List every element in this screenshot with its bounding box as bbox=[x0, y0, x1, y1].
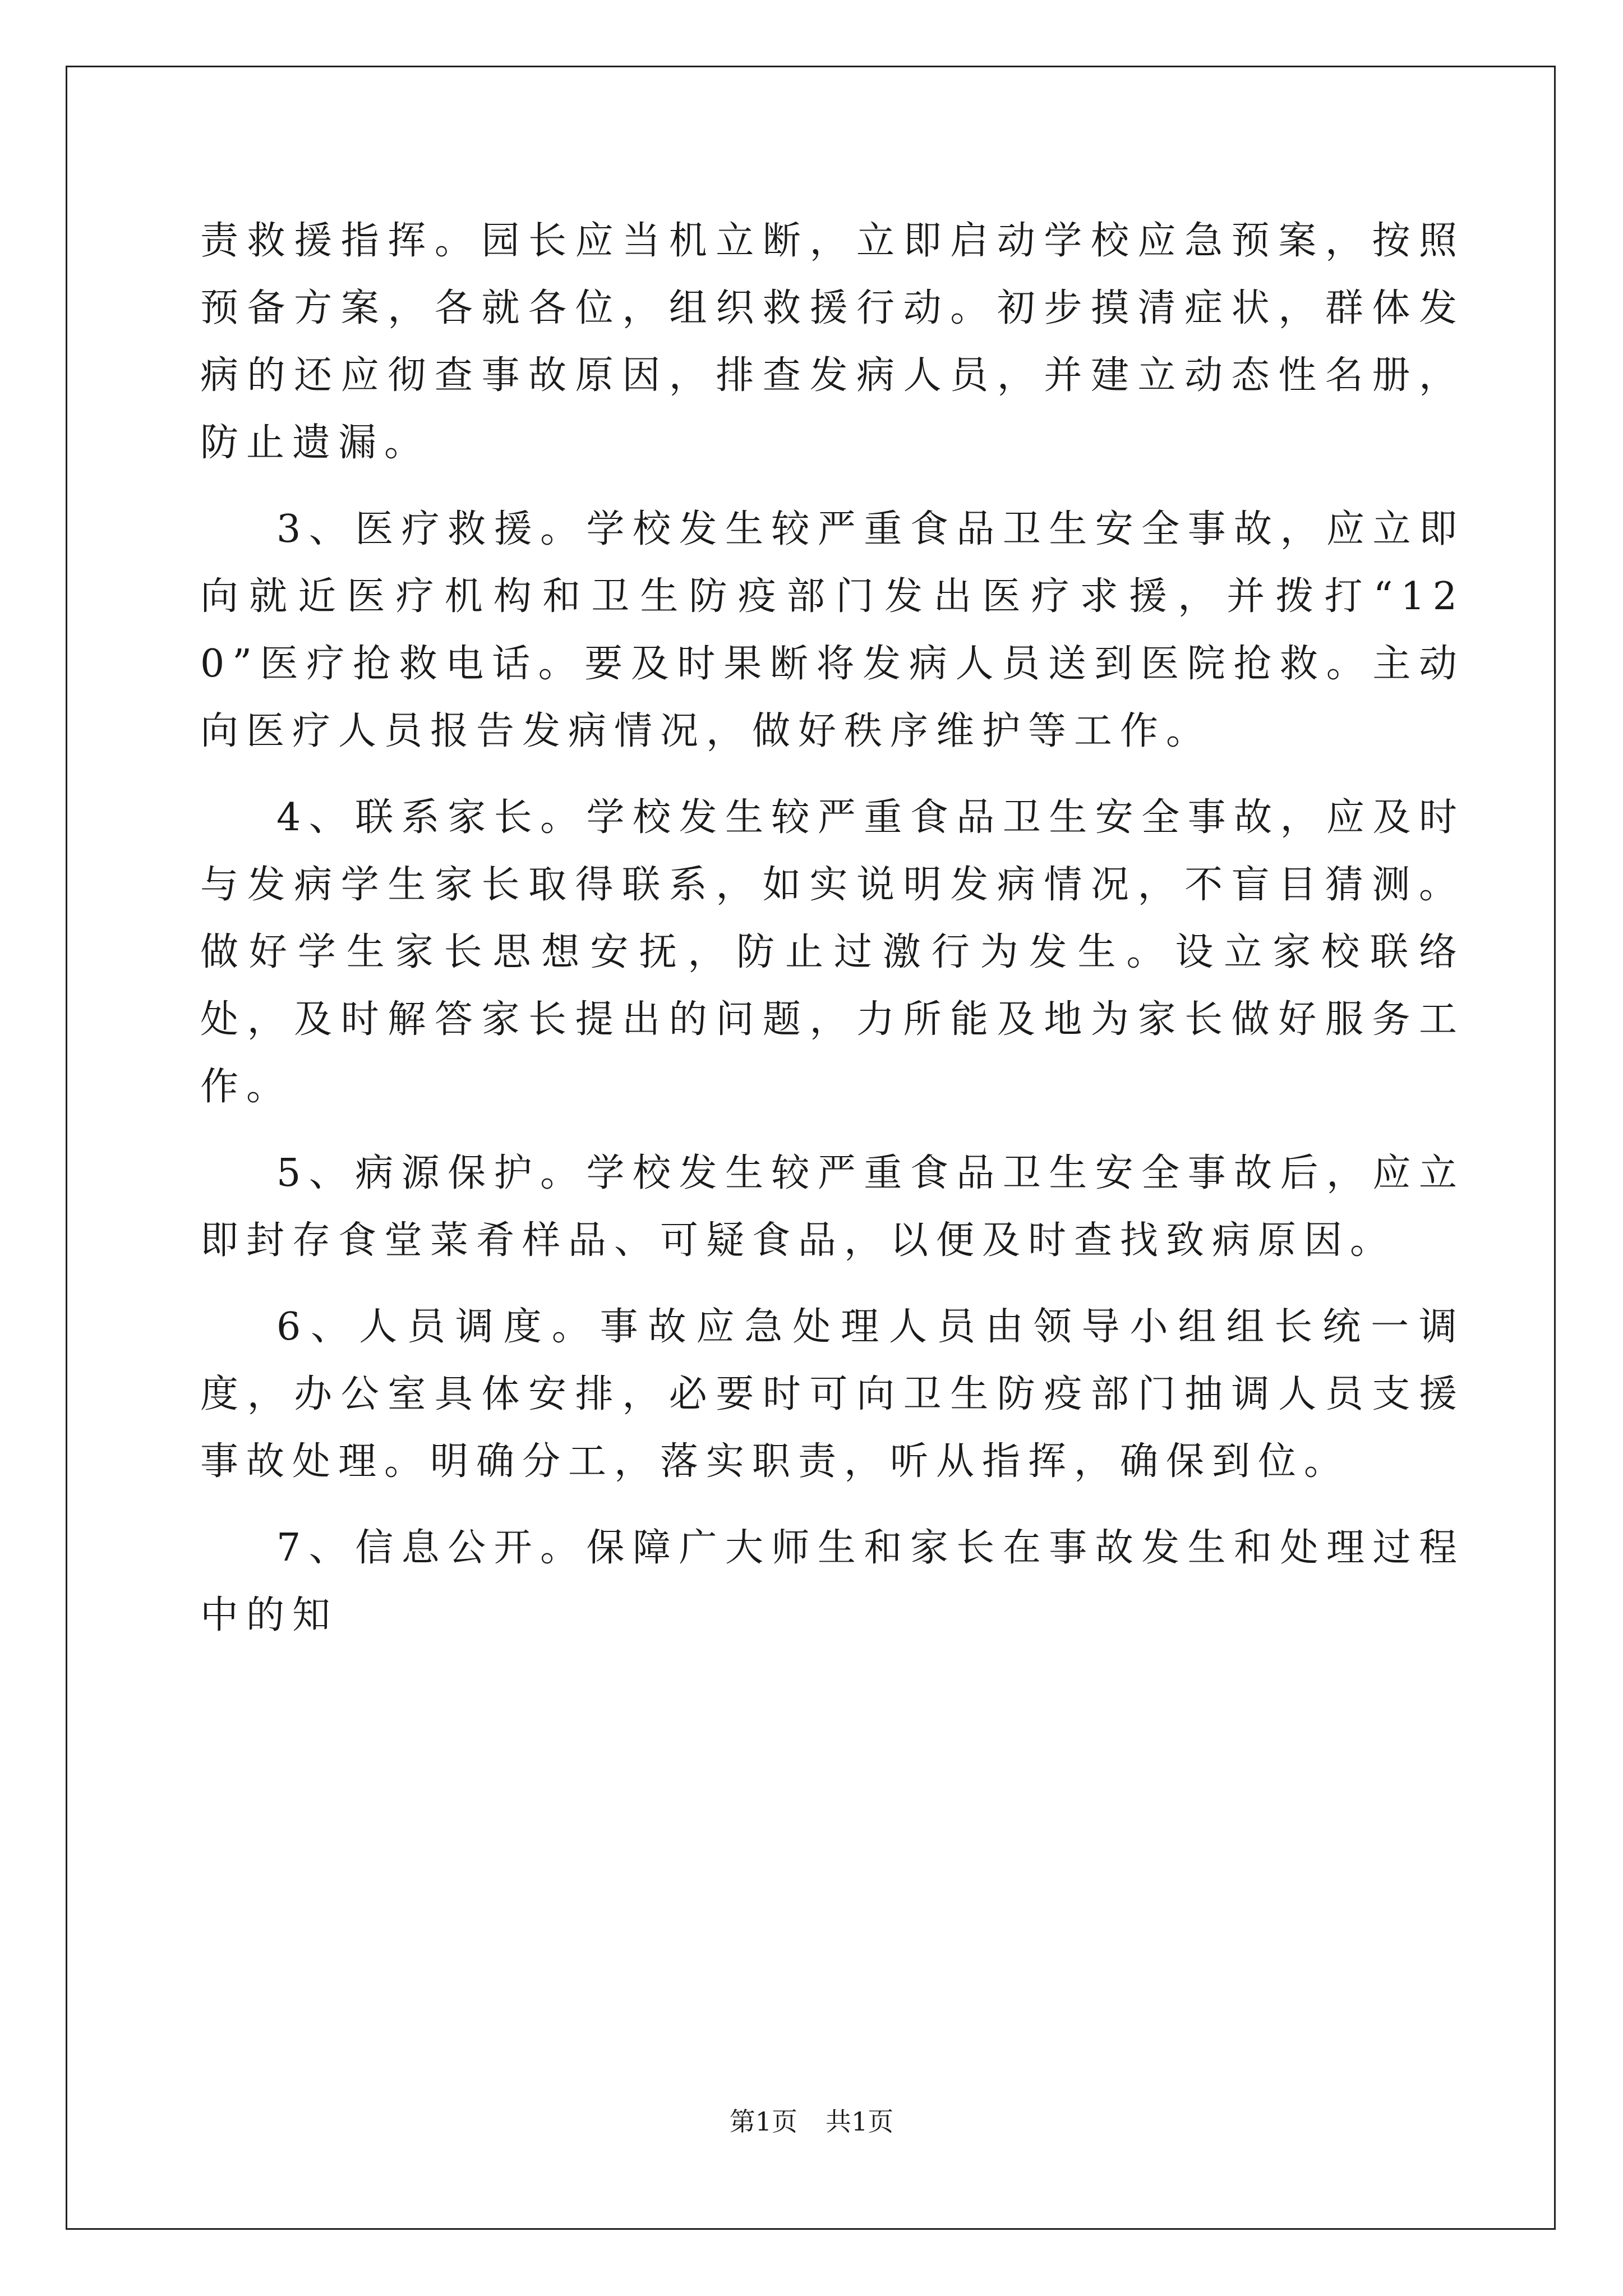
document-body bbox=[200, 208, 1465, 1649]
paragraph-3: 4、联系家长。学校发生较严重食品卫生安全事故，应及时与发病学生家长取得联系，如实说明发病情况，不盲目猜测。做好学生家长思想安抚，防止过激行为发生。设立家校联络处，及时解答家长提出的问题，力所能及地为家长做好服务工作。 bbox=[200, 795, 1465, 1109]
paragraph-4: 5、病源保护。学校发生较严重食品卫生安全事故后，应立即封存食堂菜肴样品、可疑食品，以便及时查找致病原因。 bbox=[200, 1151, 1465, 1263]
page-footer bbox=[0, 2105, 1623, 2138]
paragraph-5: 6、人员调度。事故应急处理人员由领导小组组长统一调度，办公室具体安排，必要时可向卫生防疫部门抽调人员支援事故处理。明确分工，落实职责，听从指挥，确保到位。 bbox=[200, 1305, 1465, 1484]
page-number: 第1页 bbox=[729, 2106, 797, 2137]
paragraph-6: 7、信息公开。保障广大师生和家长在事故发生和处理过程中的知 bbox=[200, 1526, 1465, 1637]
paragraph-2: 3、医疗救援。学校发生较严重食品卫生安全事故，应立即向就近医疗机构和卫生防疫部门发出医疗求援，并拨打“120”医疗抢救电话。要及时果断将发病人员送到医院抢救。主动向医疗人员报告发病情况，做好秩序维护等工作。 bbox=[200, 507, 1465, 753]
paragraph-1: 责救援指挥。园长应当机立断，立即启动学校应急预案，按照预备方案，各就各位，组织救援行动。初步摸清症状，群体发病的还应彻查事故原因，排查发病人员，并建立动态性名册，防止遗漏。 bbox=[200, 219, 1465, 465]
page-total: 共1页 bbox=[826, 2106, 894, 2137]
